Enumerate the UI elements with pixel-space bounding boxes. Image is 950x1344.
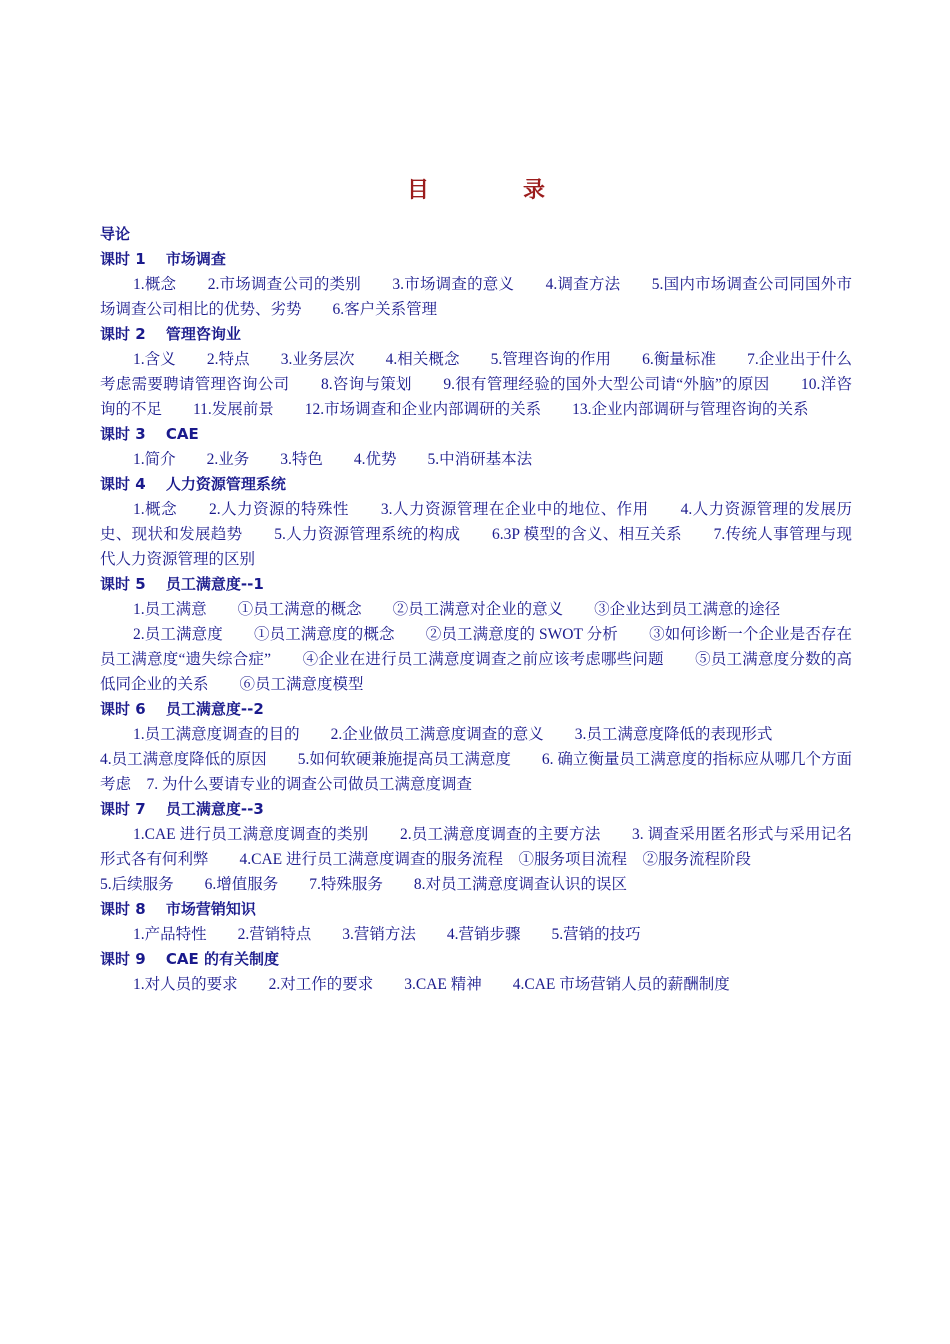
- section-items: 2.员工满意度 ①员工满意度的概念 ②员工满意度的 SWOT 分析 ③如何诊断一个企业是否存在员工满意度“遗失综合症” ④企业在进行员工满意度调查之前应该考虑哪些问题 ⑤员工满意度分数的高低同企业的关系 ⑥员工满意度模型: [100, 626, 852, 693]
- section-8: [100, 897, 852, 947]
- section-items: 4.员工满意度降低的原因 5.如何软硬兼施提高员工满意度 6. 确立衡量员工满意度的指标应从哪几个方面考虑 7. 为什么要请专业的调查公司做员工满意度调查: [100, 751, 852, 793]
- section-4: [100, 472, 852, 572]
- section-items: 1.对人员的要求 2.对工作的要求 3.CAE 精神 4.CAE 市场营销人员的薪酬制度: [133, 976, 730, 993]
- section-items: 1.员工满意度调查的目的 2.企业做员工满意度调查的意义 3.员工满意度降低的表现形式: [133, 726, 773, 743]
- section-heading: 课时 9 CAE 的有关制度: [100, 950, 279, 968]
- section-items: 1.含义 2.特点 3.业务层次 4.相关概念 5.管理咨询的作用 6.衡量标准 7.企业出于什么考虑需要聘请管理咨询公司 8.咨询与策划 9.很有管理经验的国外大型公司请“外脑”的原因 10.洋咨询的不足 11.发展前景 12.市场调查和企业内部调研的关系 13.企业内部调研与管理咨询的关系: [100, 351, 852, 418]
- section-heading: 课时 5 员工满意度--1: [100, 575, 264, 593]
- section-3: [100, 422, 852, 472]
- section-items: 1.概念 2.人力资源的特殊性 3.人力资源管理在企业中的地位、作用 4.人力资源管理的发展历史、现状和发展趋势 5.人力资源管理系统的构成 6.3P 模型的含义、相互关系 7.传统人事管理与现代人力资源管理的区别: [100, 501, 852, 568]
- section-7: [100, 797, 852, 897]
- section-1: [100, 247, 852, 322]
- intro-heading: 导论: [100, 225, 131, 243]
- section-heading: 课时 1 市场调查: [100, 250, 226, 268]
- section-items: 5.后续服务 6.增值服务 7.特殊服务 8.对员工满意度调查认识的误区: [100, 876, 628, 893]
- page-title: 目 录: [406, 177, 581, 202]
- section-heading: 课时 7 员工满意度--3: [100, 800, 264, 818]
- section-heading: 课时 8 市场营销知识: [100, 900, 256, 918]
- section-items: 1.产品特性 2.营销特点 3.营销方法 4.营销步骤 5.营销的技巧: [133, 926, 641, 943]
- section-heading: 课时 2 管理咨询业: [100, 325, 241, 343]
- section-items: 1.简介 2.业务 3.特色 4.优势 5.中消研基本法: [133, 451, 533, 468]
- toc-page: [100, 170, 852, 997]
- section-2: [100, 322, 852, 422]
- section-6: [100, 697, 852, 797]
- section-5: [100, 572, 852, 697]
- section-items: 1.员工满意 ①员工满意的概念 ②员工满意对企业的意义 ③企业达到员工满意的途径: [133, 601, 781, 618]
- section-items: 1.CAE 进行员工满意度调查的类别 2.员工满意度调查的主要方法 3. 调查采用匿名形式与采用记名形式各有何利弊 4.CAE 进行员工满意度调查的服务流程 ①服务项目流程 ②服务流程阶段: [100, 826, 852, 868]
- section-heading: 课时 6 员工满意度--2: [100, 700, 264, 718]
- section-items: 1.概念 2.市场调查公司的类别 3.市场调查的意义 4.调查方法 5.国内市场调查公司同国外市场调查公司相比的优势、劣势 6.客户关系管理: [100, 276, 852, 318]
- section-9: [100, 947, 852, 997]
- section-heading: 课时 4 人力资源管理系统: [100, 475, 286, 493]
- section-heading: 课时 3 CAE: [100, 425, 199, 443]
